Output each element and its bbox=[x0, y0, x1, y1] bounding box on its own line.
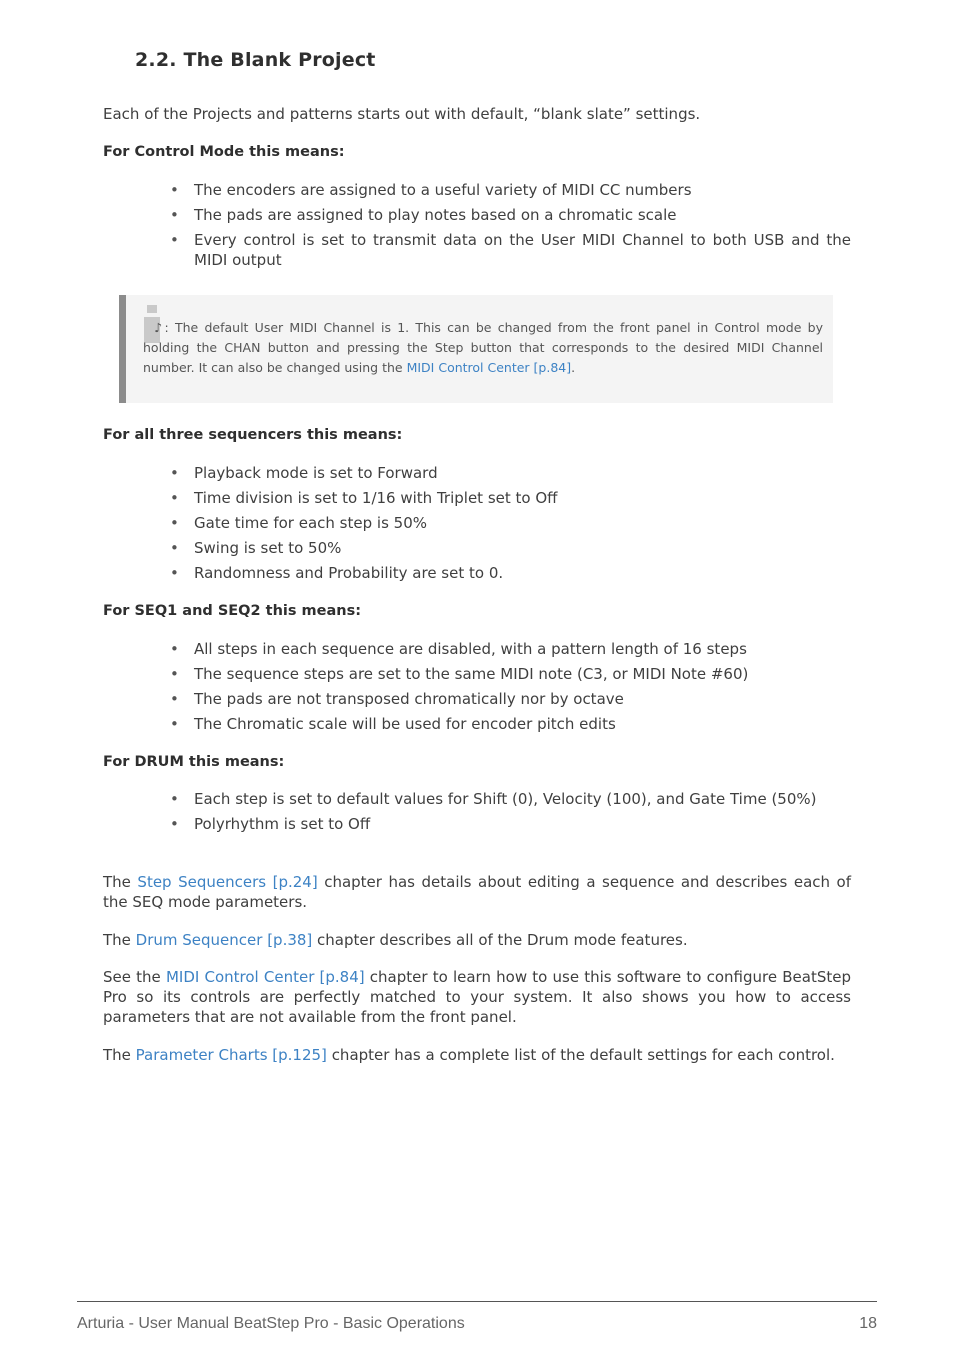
text: See the bbox=[103, 968, 166, 986]
parameter-charts-link[interactable]: Parameter Charts [p.125] bbox=[135, 1046, 327, 1064]
list-item: • The Chromatic scale will be used for encoder pitch edits bbox=[170, 714, 851, 734]
drum-heading: For DRUM this means: bbox=[103, 754, 285, 770]
info-note bbox=[119, 295, 833, 403]
text: The bbox=[103, 1046, 136, 1064]
section-title: 2.2. The Blank Project bbox=[135, 49, 376, 71]
page-number: 18 bbox=[859, 1315, 877, 1332]
list-item: • The encoders are assigned to a useful variety of MIDI CC numbers bbox=[170, 180, 851, 200]
step-sequencers-link[interactable]: Step Sequencers [p.24] bbox=[137, 873, 318, 891]
list-item: • Playback mode is set to Forward bbox=[170, 463, 851, 483]
list-item: • The sequence steps are set to the same MIDI note (C3, or MIDI Note #60) bbox=[170, 664, 851, 684]
list-item: • All steps in each sequence are disabled, with a pattern length of 16 steps bbox=[170, 639, 851, 659]
closing-paragraph bbox=[103, 1045, 851, 1065]
list-item: • Gate time for each step is 50% bbox=[170, 513, 851, 533]
midi-control-center-link[interactable]: MIDI Control Center [p.84] bbox=[406, 360, 572, 375]
closing-paragraph bbox=[103, 872, 851, 912]
closing-paragraph bbox=[103, 967, 851, 1027]
text: chapter describes all of the Drum mode features. bbox=[312, 931, 688, 949]
sequencers-list bbox=[170, 463, 851, 588]
note-end: . bbox=[571, 360, 576, 375]
closing-paragraph bbox=[103, 930, 851, 950]
midi-control-center-link[interactable]: MIDI Control Center [p.84] bbox=[165, 968, 365, 986]
list-item: • Polyrhythm is set to Off bbox=[170, 814, 851, 834]
seq12-list bbox=[170, 639, 851, 739]
list-item: • Randomness and Probability are set to 0. bbox=[170, 563, 851, 583]
text: chapter has a complete list of the default settings for each control. bbox=[326, 1046, 835, 1064]
text: The bbox=[103, 873, 138, 891]
sequencers-heading: For all three sequencers this means: bbox=[103, 427, 403, 443]
note-body: : The default User MIDI Channel is 1. This can be changed from the front panel in Control mode by holding the CHAN button and pressing the Step button that corresponds to the desired MIDI Channel number. It can also be changed using the bbox=[143, 320, 823, 375]
list-item: • The pads are not transposed chromatically nor by octave bbox=[170, 689, 851, 709]
list-item: • Every control is set to transmit data on the User MIDI Channel to both USB and the MIDI output bbox=[170, 230, 851, 270]
text: chapter to learn how to use this software to configure BeatStep Pro so its controls are perfectly matched to your system. It also shows you how to access parameters that are not available from the front panel. bbox=[103, 968, 852, 1026]
footer-title: Arturia - User Manual BeatStep Pro - Basic Operations bbox=[77, 1315, 465, 1332]
list-item: • Each step is set to default values for Shift (0), Velocity (100), and Gate Time (50%) bbox=[170, 789, 851, 809]
list-item: • The pads are assigned to play notes based on a chromatic scale bbox=[170, 205, 851, 225]
note-symbol: ♪ bbox=[152, 320, 165, 335]
intro-paragraph: Each of the Projects and patterns starts out with default, “blank slate” settings. bbox=[103, 105, 701, 123]
note-text bbox=[143, 318, 823, 378]
text: The bbox=[103, 931, 136, 949]
list-item: • Swing is set to 50% bbox=[170, 538, 851, 558]
text: chapter has details about editing a sequence and describes each of the SEQ mode parameters. bbox=[103, 873, 851, 911]
control-mode-list bbox=[170, 180, 851, 275]
footer-divider bbox=[77, 1301, 877, 1302]
list-item: • Time division is set to 1/16 with Triplet set to Off bbox=[170, 488, 851, 508]
seq12-heading: For SEQ1 and SEQ2 this means: bbox=[103, 603, 362, 619]
control-mode-heading: For Control Mode this means: bbox=[103, 144, 345, 160]
drum-list bbox=[170, 789, 851, 839]
drum-sequencer-link[interactable]: Drum Sequencer [p.38] bbox=[135, 931, 313, 949]
